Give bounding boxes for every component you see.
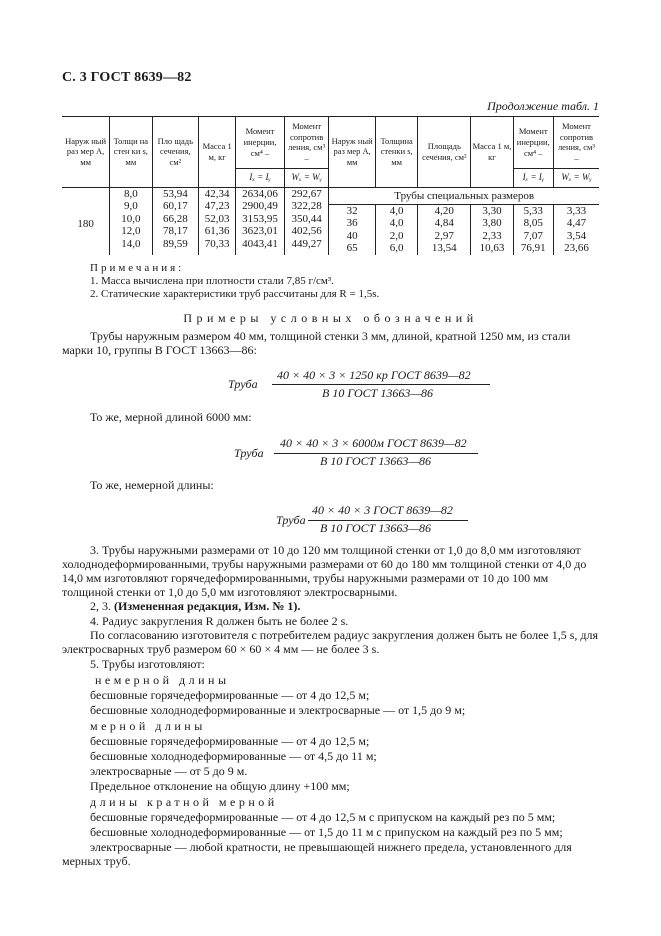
example2-text: То же, мерной длиной 6000 мм: [90, 410, 252, 424]
table-cell: 350,44 [291, 212, 322, 225]
header-inertia-right: Момент инерции, см⁴ – [513, 117, 553, 169]
header-modulus-sub-right: Wₓ = Wᵧ [553, 168, 599, 187]
header-modulus-right: Момент сопротив ления, см³ – [553, 117, 599, 169]
table-cell: 42,34 [204, 187, 230, 200]
example3-text: То же, немерной длины: [90, 478, 214, 492]
table-cell: 36 [346, 217, 358, 230]
header-area: Пло щадь сечения, см² [152, 117, 199, 188]
table-cell: 65 [346, 242, 358, 255]
table-cell: 322,28 [291, 200, 322, 212]
area-column [152, 187, 199, 255]
table-cell: 3,30 [482, 204, 502, 217]
table-cell: 60,17 [162, 200, 188, 212]
formula-label: Труба [228, 377, 258, 391]
notes-block [90, 262, 379, 301]
formula-denominator: В 10 ГОСТ 13663—86 [320, 521, 432, 535]
table-cell: 4043,41 [242, 237, 278, 250]
amendment-prefix: 2, 3. [90, 599, 111, 613]
header-mass-right: Масса 1 м, кг [471, 117, 513, 188]
formula-denominator: В 10 ГОСТ 13663—86 [320, 454, 432, 468]
list-item: бесшовные горячедеформированные — от 4 до 12,5 м; [90, 688, 370, 702]
amendment-bold: (Измененная редакция, Изм. № 1). [114, 599, 301, 613]
table-cell: 23,66 [564, 242, 589, 255]
group-size-cell: 180 [62, 187, 110, 255]
examples-title: Примеры условных обозначений [183, 311, 478, 325]
wall-column [110, 187, 152, 255]
special-sizes-title: Трубы специальных размеров [329, 187, 599, 204]
header-mass: Масса 1 м, кг [199, 117, 236, 188]
table-cell: 2634,06 [242, 187, 278, 200]
table-cell: 292,67 [291, 187, 322, 200]
paragraph-4b: По согласованию изготовителя с потребителем радиус закругления должен быть не более 1,5 s, для электросварных труб размером 60 × 60 × 4 мм — не более 3 s. [62, 628, 599, 656]
table-cell: 4,20 [434, 204, 454, 217]
list-item: электросварные — любой кратности, не превышающей нижнего предела, установленного для мерных труб. [62, 840, 572, 868]
table-cell: 402,56 [291, 225, 322, 237]
list-item: бесшовные холоднодеформированные и электросварные — от 1,5 до 9 м; [90, 703, 466, 717]
header-modulus-sub: Wₓ = Wᵧ [284, 168, 328, 187]
amendment-note [90, 599, 300, 613]
table-cell: 66,28 [162, 212, 188, 225]
example1-formula [0, 368, 661, 400]
table-cell: 8,0 [123, 187, 138, 200]
example2-formula [0, 436, 661, 468]
paragraph-4: 4. Радиус закругления R должен быть не более 2 s. [90, 614, 349, 628]
list-item: бесшовные холоднодеформированные — от 4,5 до 11 м; [90, 749, 377, 763]
table-cell: 2,97 [434, 229, 454, 242]
table-cell: 2,33 [482, 229, 502, 242]
table-cell: 14,0 [121, 237, 141, 250]
table-cell: 449,27 [291, 237, 322, 250]
table-cell: 40 [346, 229, 358, 242]
table-cell: 3,33 [566, 204, 587, 217]
example3-formula [0, 503, 661, 535]
table-cell: 78,17 [162, 225, 188, 237]
paragraph-3: 3. Трубы наружными размерами от 10 до 120 мм толщиной стенки от 1,0 до 8,0 мм изготовляют холоднодеформированными, трубы наружными размерами от 60 до 180 мм толщиной стенки от 4,0 до 14,0 мм изготовляют горячедеформированными, трубы наружными размерами от 10 до 100 мм толщиной стенки от 1,0 до 5,0 мм изготовляют электросварными. [62, 543, 587, 599]
table-cell: 10,0 [121, 212, 141, 225]
list-item: электросварные — от 5 до 9 м. [90, 764, 248, 778]
formula-denominator: В 10 ГОСТ 13663—86 [322, 386, 434, 400]
table-cell: 8,05 [523, 217, 543, 230]
table-cell: 6,0 [389, 242, 404, 255]
table-cell: 4,0 [389, 217, 404, 230]
fraction-bar [272, 384, 490, 385]
right-modulus-column [553, 204, 599, 255]
pipe-specs-table [62, 116, 599, 255]
formula-numerator: 40 × 40 × 3 ГОСТ 8639—82 [312, 503, 453, 517]
table-cell: 2,0 [389, 229, 404, 242]
table-cell: 47,23 [204, 200, 230, 212]
note-item: 1. Масса вычислена при плотности стали 7,85 г/см³. [90, 275, 334, 287]
formula-numerator: 40 × 40 × 3 × 1250 кр ГОСТ 8639—82 [277, 368, 471, 382]
note-item: 2. Статические характеристики труб рассчитаны для R = 1,5s. [90, 288, 380, 300]
list-item: бесшовные горячедеформированные — от 4 до 12,5 м; [90, 734, 370, 748]
right-inertia-column [513, 204, 553, 255]
table-cell: 61,36 [204, 225, 230, 237]
right-area-column [418, 204, 471, 255]
table-cell: 76,91 [520, 242, 546, 255]
header-modulus: Момент сопротив ления, см³ – [284, 117, 328, 169]
header-inertia-sub: Iₓ = Iᵧ [236, 168, 285, 187]
table-cell: 4,84 [434, 217, 454, 230]
right-size-column [329, 204, 376, 255]
table-cell: 10,63 [479, 242, 505, 255]
table-cell: 9,0 [123, 200, 138, 212]
header-outer-size: Наруж ный раз мер A, мм [62, 117, 110, 188]
table-cell: 4,0 [389, 204, 404, 217]
formula-label: Труба [276, 513, 306, 527]
formula-label: Труба [234, 446, 264, 460]
table-cell: 3153,95 [242, 212, 278, 225]
modulus-column [284, 187, 328, 255]
table-cell: 4,47 [566, 217, 587, 230]
table-cell: 3,80 [482, 217, 502, 230]
header-area-right: Площадь сечения, см² [418, 117, 471, 188]
table-cell: 2900,49 [242, 200, 278, 212]
table-cell: 13,54 [431, 242, 457, 255]
table-cell: 5,33 [523, 204, 543, 217]
table-cell: 89,59 [162, 237, 188, 250]
mass-column [199, 187, 236, 255]
right-mass-column [471, 204, 513, 255]
paragraph-5: 5. Трубы изготовляют: [90, 657, 205, 671]
list-item: Предельное отклонение на общую длину +100 мм; [90, 779, 350, 793]
example1-text: Трубы наружным размером 40 мм, толщиной стенки 3 мм, длиной, кратной 1250 мм, из стали марки 10, группы В ГОСТ 13663—86: [62, 329, 571, 357]
list-item: бесшовные горячедеформированные — от 4 до 12,5 м с припуском на каждый рез по 5 мм; [90, 810, 556, 824]
table-cell: 52,03 [204, 212, 230, 225]
table-cell: 3,54 [566, 229, 587, 242]
table-cell: 70,33 [204, 237, 230, 250]
heading-nonmeasured: немерной длины [95, 673, 230, 687]
table-cell: 53,94 [162, 187, 188, 200]
table-cell: 12,0 [121, 225, 141, 237]
notes-title: Примечания: [90, 262, 185, 274]
page-header: С. 3 ГОСТ 8639—82 [62, 70, 192, 85]
heading-measured: мерной длины [90, 719, 206, 733]
header-inertia: Момент инерции, см⁴ – [236, 117, 285, 169]
list-item: бесшовные холоднодеформированные — от 1,5 до 11 м с припуском на каждый рез по 5 мм; [90, 825, 563, 839]
table-cell: 7,07 [523, 229, 543, 242]
heading-multiple: длины кратной мерной [90, 795, 278, 809]
header-wall-thickness-right: Толщина стенки s, мм [375, 117, 417, 188]
table-cell: 3623,01 [242, 225, 278, 237]
table-cell: 32 [346, 204, 358, 217]
right-wall-column [375, 204, 417, 255]
header-inertia-sub-right: Iₓ = Iᵧ [513, 168, 553, 187]
header-wall-thickness: Толщи на стен ки s, мм [110, 117, 152, 188]
header-outer-size-right: Наруж ный раз мер A, мм [329, 117, 376, 188]
formula-numerator: 40 × 40 × 3 × 6000м ГОСТ 8639—82 [280, 436, 467, 450]
inertia-column [236, 187, 285, 255]
table-continuation-label: Продолжение табл. 1 [487, 99, 599, 113]
